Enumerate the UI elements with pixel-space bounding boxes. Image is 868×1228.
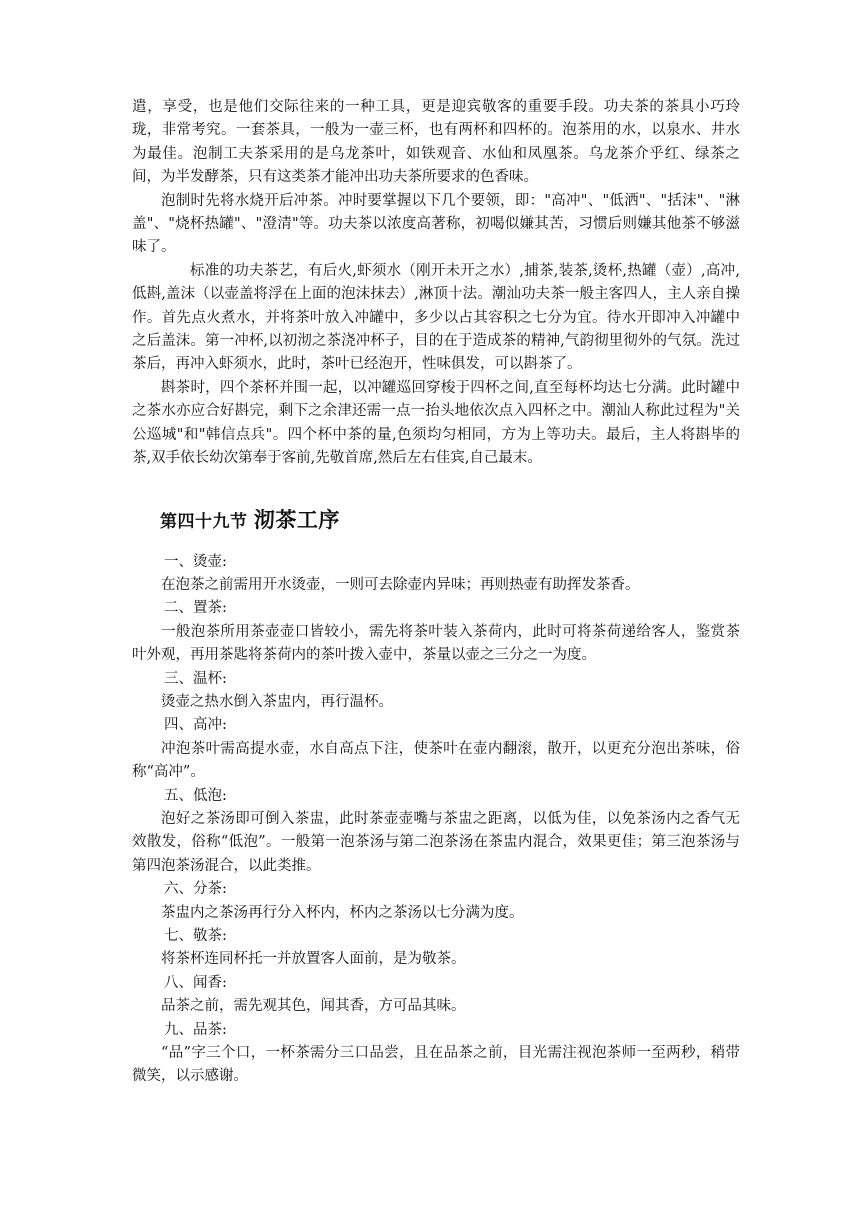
step-8-text: 品茶之前，需先观其色，闻其香，方可品其味。 [161,998,466,1015]
step-2-text: 一般泡茶所用茶壶壶口皆较小，需先将茶叶装入茶荷内，此时可将茶荷递给客人，鉴赏茶叶外观，再用茶匙将茶荷内的茶叶拨入壶中，茶量以壶之三分之一为度。 [132,623,740,664]
step-6-heading: 六、分茶: [164,881,227,898]
step-7-text: 将茶杯连同杯托一并放置客人面前，是为敬茶。 [161,951,466,968]
step-7-heading: 七、敬茶: [164,928,227,944]
document-page [132,96,740,1089]
intro-paragraph-2: 泡制时先将水烧开后冲茶。冲时要掌握以下几个要领，即："高冲"、"低洒"、"括沫"、"淋盖"、"烧杯热罐"、"澄清"等。功夫茶以浓度高著称，初喝似嫌其苦，习惯后则嫌其他茶不够滋味了。 [132,192,740,256]
step-2-heading: 二、置茶: [164,600,227,617]
intro-paragraph-1: 遣，享受，也是他们交际往来的一种工具，更是迎宾敬客的重要手段。功夫茶的茶具小巧玲珑，非常考究。一套茶具，一般为一壶三杯，也有两杯和四杯的。泡茶用的水，以泉水、井水为最佳。泡制工夫茶采用的是乌龙茶叶，如铁观音、水仙和凤凰茶。乌龙茶介乎红、绿茶之间，为半发酵茶，只有这类茶才能冲出功夫茶所要求的色香味。 [132,99,740,186]
intro-paragraph-3: 标准的功夫茶艺，有后火,虾须水（刚开未开之水）,捕茶,装茶,烫杯,热罐（壶）,高冲,低斟,盖沫（以壶盖将浮在上面的泡沫抹去）,淋顶十法。潮汕功夫茶一般主客四人，主人亲自操作。首先点火煮水，并将茶叶放入冲罐中，多少以占其容积之七分为宜。待水开即冲入冲罐中之后盖沫。第一冲杯,以初沏之茶浇冲杯子，目的在于造成茶的精神,气韵彻里彻外的气氛。洗过茶后，再冲入虾须水，此时，茶叶已经泡开，性味俱发，可以斟茶了。 [132,262,740,373]
step-8-heading: 八、闻香: [164,974,227,991]
step-9-text: “品”字三个口，一杯茶需分三口品尝，且在品茶之前，目光需注视泡茶师一至两秒，稍带微笑，以示感谢。 [132,1045,740,1085]
intro-paragraph-4: 斟茶时，四个茶杯并围一起，以冲罐巡回穿梭于四杯之间,直至每杯均达七分满。此时罐中之茶水亦应合好斟完，剩下之余津还需一点一抬头地依次点入四杯之中。潮汕人称此过程为"关公巡城"和"韩信点兵"。四个杯中茶的量,色须均匀相同，方为上等功夫。最后，主人将斟毕的茶,双手依长幼次第奉于客前,先敬首席,然后左右佳宾,自己最末。 [132,379,740,467]
step-4-heading: 四、高冲: [164,717,227,734]
step-5-heading: 五、低泡: [164,787,227,804]
step-5-text: 泡好之茶汤即可倒入茶盅，此时茶壶壶嘴与茶盅之距离，以低为佳，以免茶汤内之香气无效散发，俗称“低泡”。一般第一泡茶汤与第二泡茶汤在茶盅内混合，效果更佳；第三泡茶汤与第四泡茶汤混合，以此类推。 [132,810,740,874]
step-6-text: 茶盅内之茶汤再行分入杯内，杯内之茶汤以七分满为度。 [161,904,524,921]
step-3-text: 烫壶之热水倒入茶盅内，再行温杯。 [161,693,393,710]
section-number: 第四十九节 [160,511,248,532]
step-4-text: 冲泡茶叶需高提水壶，水自高点下注，使茶叶在壶内翻滚，散开，以更充分泡出茶味，俗称“高冲”。 [132,740,740,781]
step-1-heading: 一、烫壶: [164,553,227,570]
step-1-text: 在泡茶之前需用开水烫壶，一则可去除壶内异味；再则热壶有助挥发茶香。 [161,576,640,593]
step-3-heading: 三、温杯: [164,670,227,687]
step-9-heading: 九、品茶: [164,1021,227,1038]
section-title: 沏茶工序 [253,507,340,532]
steps-list [132,551,740,1089]
section-heading [160,507,740,535]
